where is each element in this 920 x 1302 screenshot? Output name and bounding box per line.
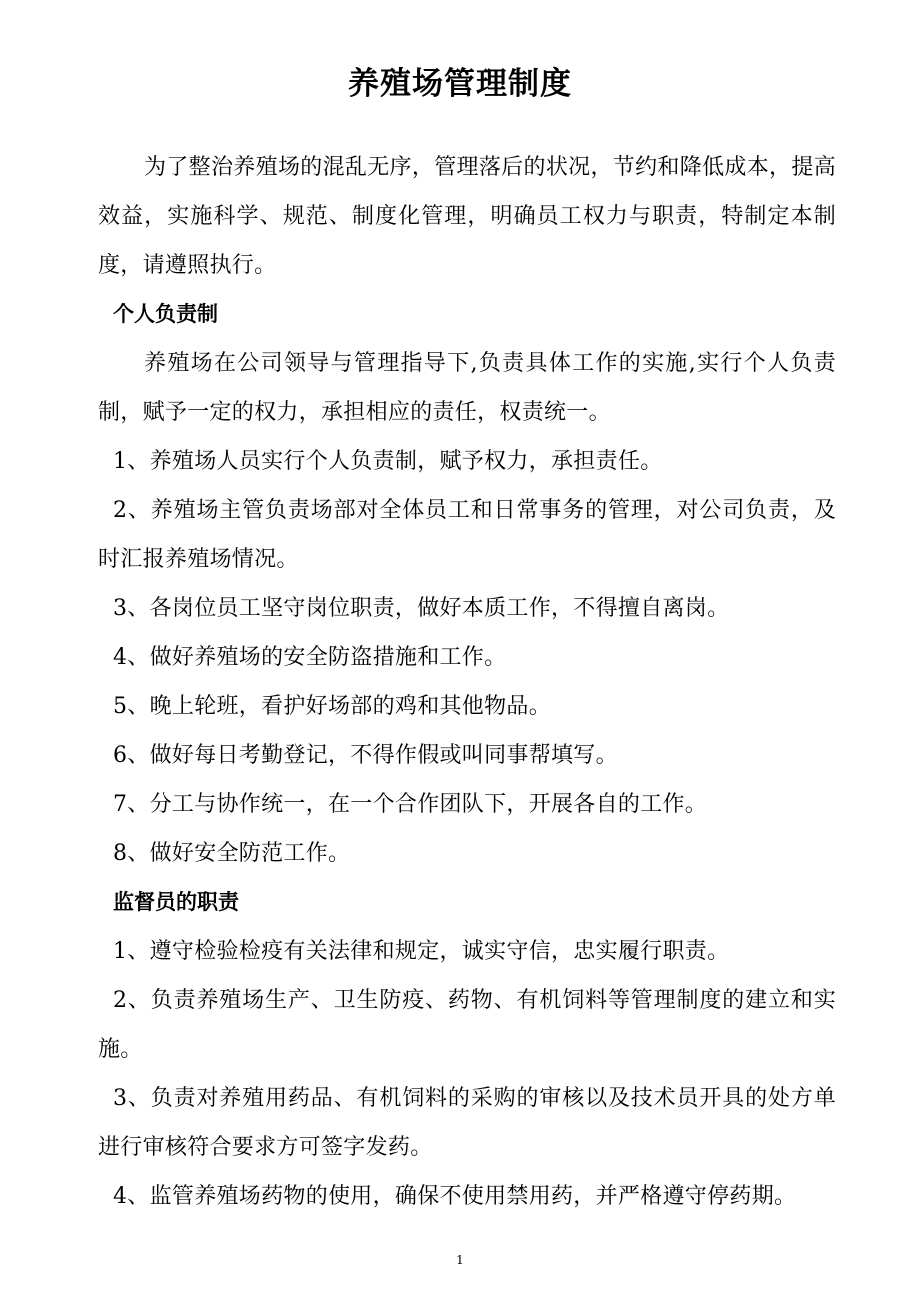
list-item: 2、养殖场主管负责场部对全体员工和日常事务的管理，对公司负责，及时汇报养殖场情况。 [98, 498, 836, 572]
list-item: 4、做好养殖场的安全防盗措施和工作。 [113, 645, 507, 670]
intro-paragraph: 为了整治养殖场的混乱无序，管理落后的状况，节约和降低成本，提高效益，实施科学、规范、制度化管理，明确员工权力与职责，特制定本制度，请遵照执行。 [98, 155, 836, 278]
list-item: 1、养殖场人员实行个人负责制，赋予权力，承担责任。 [113, 449, 663, 474]
list-item: 7、分工与协作统一，在一个合作团队下，开展各自的工作。 [113, 792, 708, 817]
list-item: 3、各岗位员工坚守岗位职责，做好本质工作，不得擅自离岗。 [113, 596, 730, 621]
section-heading-supervisor-duties: 监督员的职责 [113, 890, 239, 914]
section-paragraph: 养殖场在公司领导与管理指导下,负责具体工作的实施,实行个人负责制，赋予一定的权力，承担相应的责任，权责统一。 [98, 351, 836, 425]
list-item: 1、遵守检验检疫有关法律和规定，诚实守信，忠实履行职责。 [113, 939, 730, 964]
list-item: 2、负责养殖场生产、卫生防疫、药物、有机饲料等管理制度的建立和实施。 [98, 988, 836, 1062]
list-item: 5、晚上轮班，看护好场部的鸡和其他物品。 [113, 694, 551, 719]
document-body [98, 143, 836, 1221]
list-item: 4、监管养殖场药物的使用，确保不使用禁用药，并严格遵守停药期。 [113, 1184, 797, 1209]
page-number: 1 [456, 1253, 464, 1267]
list-item: 6、做好每日考勤登记，不得作假或叫同事帮填写。 [113, 743, 618, 768]
list-item: 3、负责对养殖用药品、有机饲料的采购的审核以及技术员开具的处方单进行审核符合要求方可签字发药。 [98, 1086, 836, 1160]
list-item: 8、做好安全防范工作。 [113, 841, 351, 866]
section-heading-personal-responsibility: 个人负责制 [113, 302, 218, 326]
page-title: 养殖场管理制度 [348, 66, 572, 102]
